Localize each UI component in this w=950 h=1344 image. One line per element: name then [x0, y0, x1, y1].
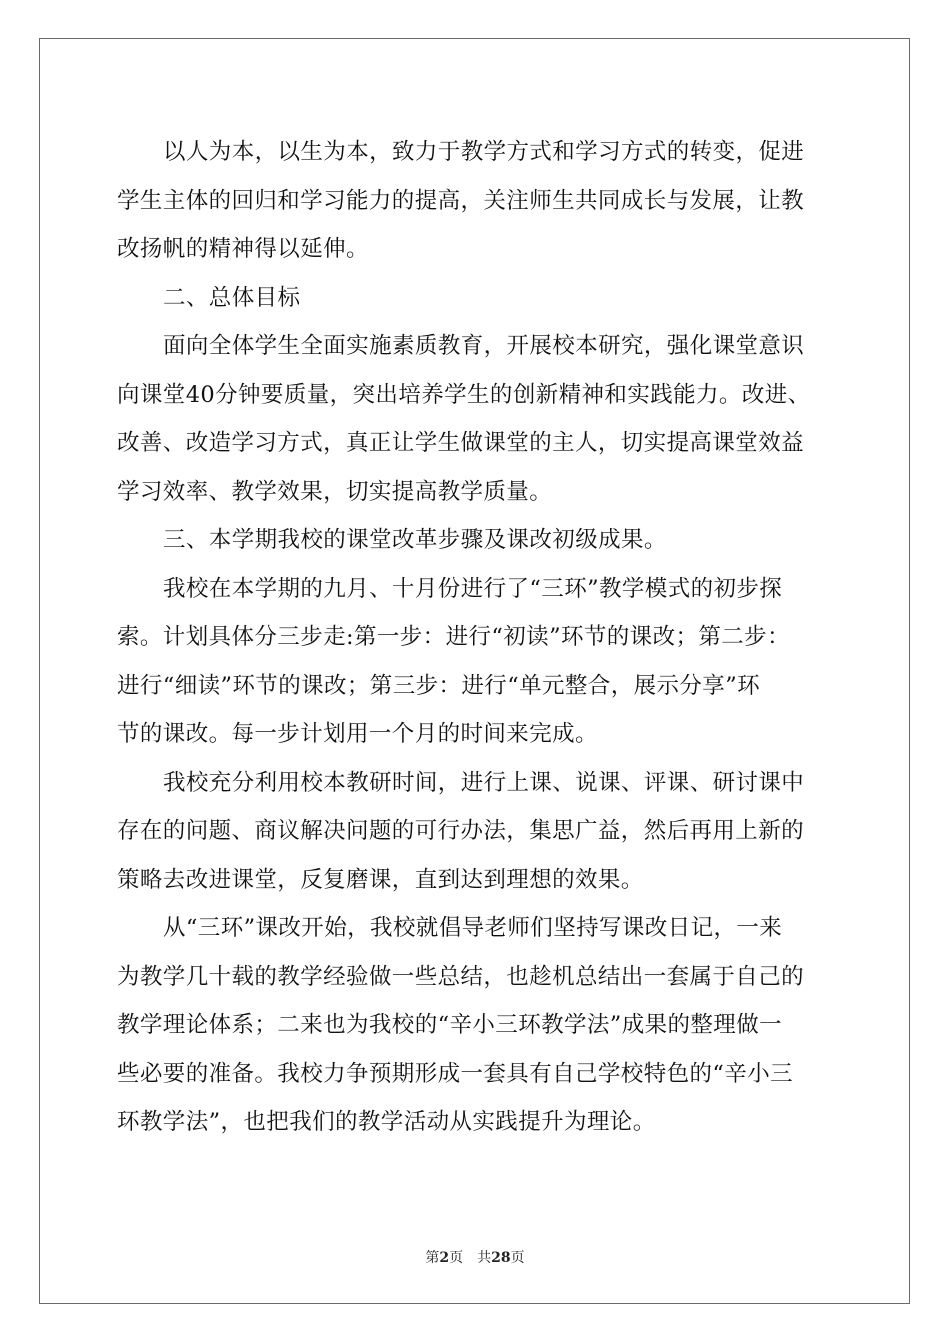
text-line: 策略去改进课堂，反复磨课，直到达到理想的效果。 [117, 866, 644, 893]
text-line: 我校充分利用校本教研时间，进行上课、说课、评课、研讨课中 [163, 769, 805, 796]
page-number: 2 [439, 1250, 450, 1266]
page-suffix: 页 [449, 1250, 464, 1266]
text-line: 学习效率、教学效果，切实提高教学质量。 [117, 478, 553, 505]
text-line: 改扬帆的精神得以延伸。 [117, 236, 369, 262]
text-line: 向课堂40分钟要质量，突出培养学生的创新精神和实践能力。改进、 [117, 381, 811, 408]
text-line: 以人为本，以生为本，致力于教学方式和学习方式的转变，促进 [163, 139, 805, 165]
text-line: 改善、改造学习方式，真正让学生做课堂的主人，切实提高课堂效益 [117, 430, 805, 456]
text-line: 环教学法”，也把我们的教学活动从实践提升为理论。 [117, 1109, 656, 1135]
text-line: 从“三环”课改开始，我校就倡导老师们坚持写课改日记，一来 [163, 915, 783, 941]
text-line: 我校在本学期的九月、十月份进行了“三环”教学模式的初步探 [163, 575, 783, 602]
document-body [117, 128, 837, 1147]
page-footer [0, 1248, 950, 1268]
text-line: 节的课改。每一步计划用一个月的时间来完成。 [117, 721, 598, 747]
text-line: 存在的问题、商议解决问题的可行办法，集思广益，然后再用上新的 [117, 818, 805, 844]
section-heading: 三、本学期我校的课堂改革步骤及课改初级成果。 [163, 527, 667, 553]
text-line: 为教学几十载的教学经验做一些总结，也趁机总结出一套属于自己的 [117, 963, 805, 990]
text-line: 学生主体的回归和学习能力的提高，关注师生共同成长与发展，让教 [117, 187, 805, 214]
section-heading: 二、总体目标 [163, 284, 301, 311]
text-line: 教学理论体系；二来也为我校的“辛小三环教学法”成果的整理做一 [117, 1012, 783, 1038]
text-line: 面向全体学生全面实施素质教育，开展校本研究，强化课堂意识 [163, 333, 805, 359]
text-line: 进行“细读”环节的课改；第三步：进行“单元整合，展示分享”环 [117, 672, 761, 699]
page-prefix: 第 [425, 1250, 440, 1266]
total-pages: 28 [491, 1250, 511, 1266]
text-line: 些必要的准备。我校力争预期形成一套具有自己学校特色的“辛小三 [117, 1060, 794, 1087]
text-line: 索。计划具体分三步走:第一步：进行“初读”环节的课改；第二步： [117, 624, 790, 650]
total-suffix: 页 [510, 1250, 525, 1266]
total-prefix: 共 [477, 1250, 492, 1266]
